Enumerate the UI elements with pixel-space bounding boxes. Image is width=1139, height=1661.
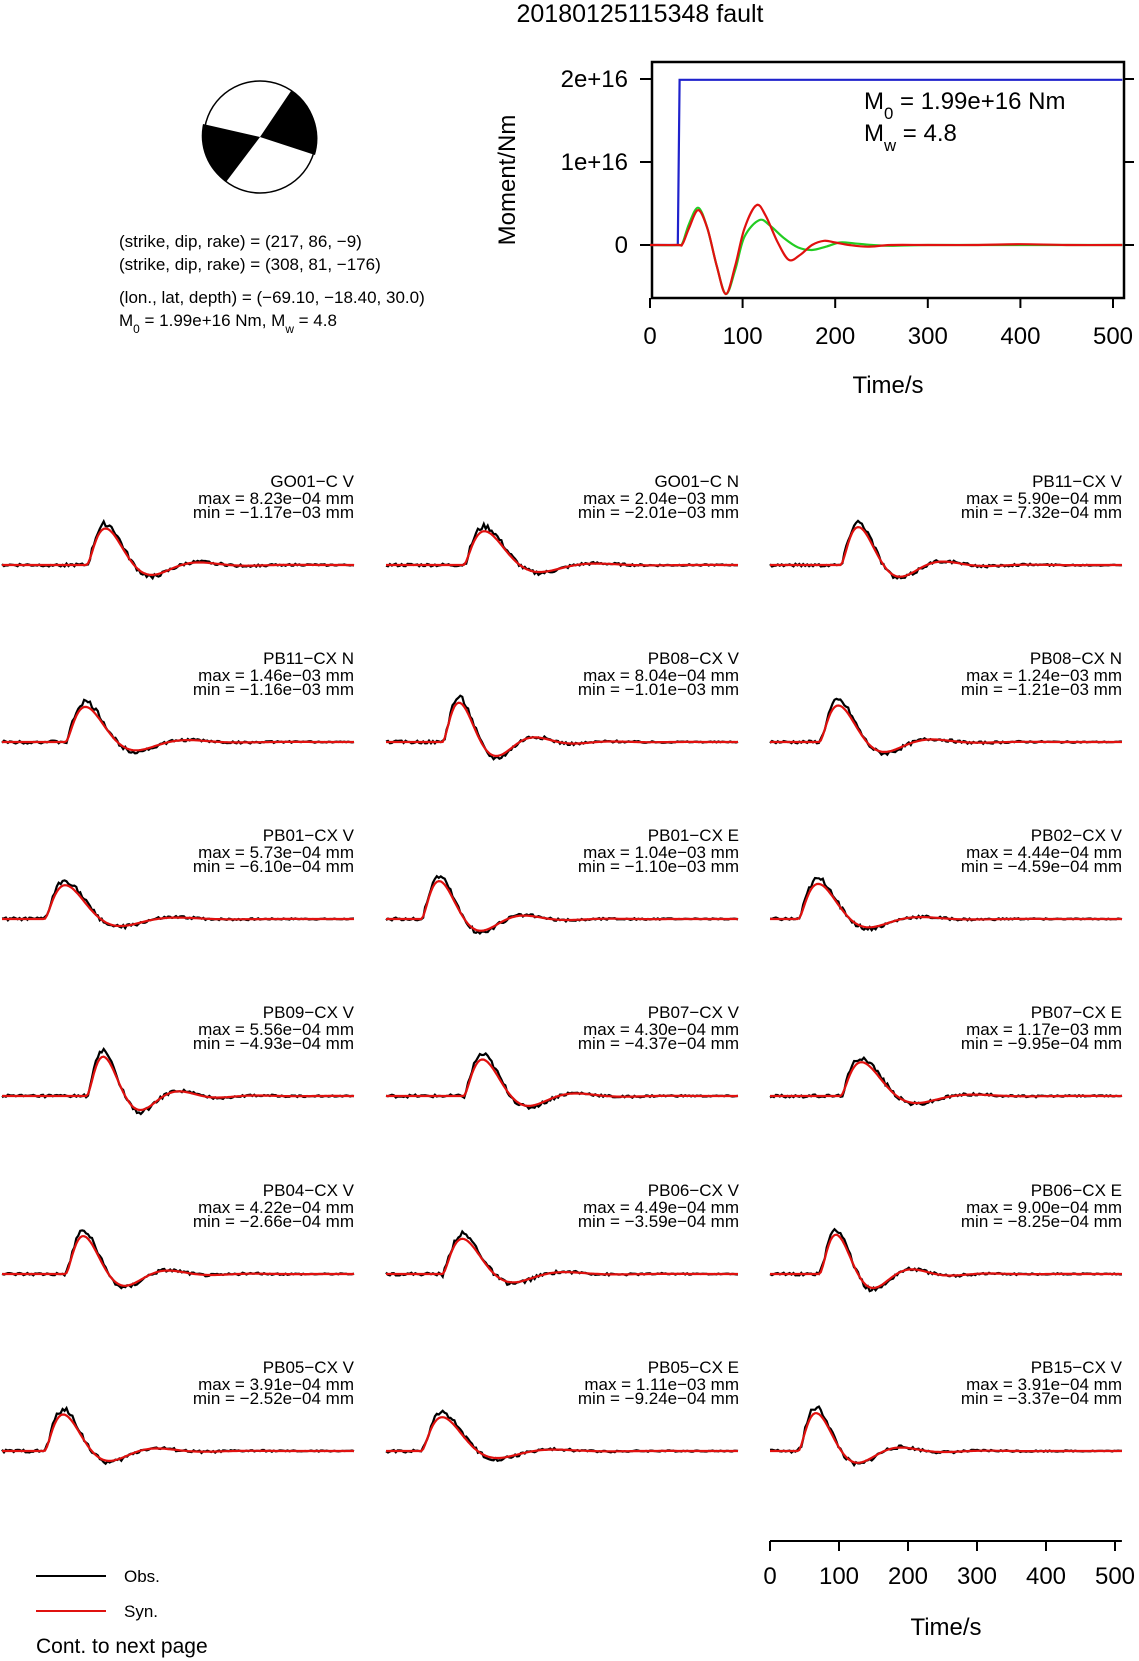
moment-m0-annotation: $M_0 = 1.99e+16$ Nm bbox=[864, 88, 1066, 123]
waveform-cell bbox=[770, 1181, 1122, 1291]
max-amplitude: max = 5.90e−04 mm bbox=[966, 489, 1122, 508]
bottom-xtick-label: 200 bbox=[887, 1563, 929, 1590]
max-amplitude: max = 1.46e−03 mm bbox=[198, 666, 354, 685]
station-label: PB06−CX E bbox=[1030, 1181, 1122, 1200]
moment-ytick-label: 1e+16 bbox=[560, 149, 628, 176]
moment-xtick-label: 400 bbox=[1000, 323, 1041, 350]
moment-panel bbox=[494, 62, 1134, 399]
waveform-cell bbox=[2, 1358, 355, 1464]
moment-xtick-label: 0 bbox=[643, 323, 657, 350]
station-label: PB07−CX E bbox=[1030, 1003, 1122, 1022]
max-amplitude: max = 1.24e−03 mm bbox=[966, 666, 1122, 685]
moment-rate-line-red bbox=[650, 205, 1122, 294]
min-amplitude: min = −1.01e−03 mm bbox=[577, 680, 739, 699]
max-amplitude: max = 4.49e−04 mm bbox=[583, 1198, 739, 1217]
synthetic-trace bbox=[770, 706, 1122, 752]
observed-trace bbox=[770, 1407, 1122, 1466]
waveform-cell bbox=[2, 826, 355, 928]
max-amplitude: max = 4.22e−04 mm bbox=[198, 1198, 354, 1217]
moment-xtick-label: 300 bbox=[907, 323, 948, 350]
moment-x-ticks bbox=[643, 298, 1133, 350]
observed-trace bbox=[770, 1229, 1122, 1291]
max-amplitude: max = 3.91e−04 mm bbox=[198, 1375, 354, 1394]
station-label: PB05−CX E bbox=[647, 1358, 739, 1377]
synthetic-trace bbox=[386, 531, 738, 572]
station-label: GO01−C N bbox=[654, 472, 739, 491]
station-label: PB11−CX V bbox=[1032, 472, 1122, 491]
waveform-cell bbox=[386, 649, 740, 759]
waveform-cell bbox=[770, 649, 1122, 755]
mechanism-moment: $M_0 = 1.99e+16$ Nm, $M_w = 4.8$ bbox=[119, 311, 337, 336]
waveform-cell bbox=[386, 1358, 739, 1461]
observed-trace bbox=[386, 1054, 738, 1109]
waveform-cell bbox=[2, 1181, 355, 1288]
waveform-cell bbox=[386, 472, 739, 575]
bottom-xtick-label: 300 bbox=[956, 1563, 998, 1590]
min-amplitude: min = −9.95e−04 mm bbox=[960, 1034, 1122, 1053]
station-label: PB02−CX V bbox=[1030, 826, 1122, 845]
max-amplitude: max = 5.56e−04 mm bbox=[198, 1020, 354, 1039]
station-label: PB15−CX V bbox=[1030, 1358, 1122, 1377]
synthetic-trace bbox=[770, 527, 1122, 577]
synthetic-trace bbox=[770, 1062, 1122, 1103]
min-amplitude: min = −1.16e−03 mm bbox=[192, 680, 354, 699]
moment-ytick-label: 2e+16 bbox=[560, 66, 628, 93]
figure-title: 20180125115348 fault bbox=[516, 0, 764, 28]
bottom-xtick-label: 400 bbox=[1025, 1563, 1067, 1590]
waveform-cell bbox=[2, 1003, 355, 1114]
min-amplitude: min = −4.59e−04 mm bbox=[960, 857, 1122, 876]
moment-xtick-label: 200 bbox=[815, 323, 856, 350]
min-amplitude: min = −3.37e−04 mm bbox=[960, 1389, 1122, 1408]
mechanism-plane2: (strike, dip, rake) = (308, 81, −176) bbox=[119, 255, 381, 274]
max-amplitude: max = 2.04e−03 mm bbox=[583, 489, 739, 508]
max-amplitude: max = 1.04e−03 mm bbox=[583, 843, 739, 862]
observed-trace bbox=[2, 700, 354, 753]
waveform-cell bbox=[770, 826, 1123, 930]
min-amplitude: min = −3.59e−04 mm bbox=[577, 1212, 739, 1231]
min-amplitude: min = −6.10e−04 mm bbox=[192, 857, 354, 876]
waveform-cell bbox=[386, 1181, 740, 1285]
station-label: PB09−CX V bbox=[262, 1003, 354, 1022]
waveform-grid bbox=[2, 472, 1123, 1465]
observed-trace bbox=[386, 1232, 738, 1285]
footer-note: Cont. to next page bbox=[36, 1635, 208, 1658]
min-amplitude: min = −1.10e−03 mm bbox=[577, 857, 739, 876]
min-amplitude: min = −4.37e−04 mm bbox=[577, 1034, 739, 1053]
bottom-time-axis bbox=[763, 1541, 1135, 1590]
min-amplitude: min = −8.25e−04 mm bbox=[960, 1212, 1122, 1231]
moment-mw-annotation: $M_w = 4.8$ bbox=[864, 120, 957, 155]
moment-xtick-label: 100 bbox=[722, 323, 763, 350]
observed-trace bbox=[386, 876, 738, 933]
moment-xtick-label: 500 bbox=[1092, 323, 1134, 350]
bottom-xtick-label: 500 bbox=[1094, 1563, 1136, 1590]
observed-trace bbox=[2, 1230, 354, 1288]
synthetic-trace bbox=[770, 884, 1122, 927]
mechanism-location: (lon., lat, depth) = (−69.10, −18.40, 30.0) bbox=[119, 288, 425, 307]
max-amplitude: max = 8.04e−04 mm bbox=[583, 666, 739, 685]
max-amplitude: max = 4.44e−04 mm bbox=[966, 843, 1122, 862]
synthetic-trace bbox=[2, 1236, 354, 1286]
observed-trace bbox=[2, 521, 354, 578]
synthetic-trace bbox=[2, 1057, 354, 1110]
synthetic-trace bbox=[2, 707, 354, 750]
legend-syn-label: Syn. bbox=[124, 1602, 159, 1621]
min-amplitude: min = −2.52e−04 mm bbox=[192, 1389, 354, 1408]
max-amplitude: max = 8.23e−04 mm bbox=[198, 489, 354, 508]
station-label: PB07−CX V bbox=[647, 1003, 739, 1022]
station-label: PB01−CX E bbox=[647, 826, 739, 845]
min-amplitude: min = −7.32e−04 mm bbox=[960, 503, 1122, 522]
observed-trace bbox=[2, 1408, 354, 1464]
observed-trace bbox=[2, 1049, 354, 1114]
station-label: PB08−CX V bbox=[647, 649, 739, 668]
observed-trace bbox=[770, 699, 1122, 755]
station-label: PB08−CX N bbox=[1029, 649, 1122, 668]
min-amplitude: min = −2.01e−03 mm bbox=[577, 503, 739, 522]
waveform-cell bbox=[386, 1003, 740, 1109]
station-label: GO01−C V bbox=[270, 472, 354, 491]
min-amplitude: min = −9.24e−04 mm bbox=[577, 1389, 739, 1408]
min-amplitude: min = −2.66e−04 mm bbox=[192, 1212, 354, 1231]
synthetic-trace bbox=[386, 703, 738, 756]
max-amplitude: max = 9.00e−04 mm bbox=[966, 1198, 1122, 1217]
moment-ylabel: Moment/Nm bbox=[494, 114, 521, 246]
station-label: PB01−CX V bbox=[262, 826, 354, 845]
min-amplitude: min = −1.17e−03 mm bbox=[192, 503, 354, 522]
synthetic-trace bbox=[2, 1415, 354, 1461]
synthetic-trace bbox=[770, 1413, 1122, 1463]
station-label: PB11−CX N bbox=[263, 649, 354, 668]
mechanism-plane1: (strike, dip, rake) = (217, 86, −9) bbox=[119, 232, 362, 251]
waveform-cell bbox=[2, 472, 355, 578]
waveform-cell bbox=[386, 826, 739, 934]
synthetic-trace bbox=[2, 529, 354, 575]
bottom-xtick-label: 0 bbox=[763, 1563, 777, 1590]
observed-trace bbox=[386, 696, 738, 760]
max-amplitude: max = 5.73e−04 mm bbox=[198, 843, 354, 862]
max-amplitude: max = 1.11e−03 mm bbox=[584, 1375, 739, 1394]
bottom-xlabel: Time/s bbox=[910, 1614, 982, 1641]
waveform-cell bbox=[770, 1358, 1123, 1465]
bottom-xtick-label: 100 bbox=[818, 1563, 860, 1590]
synthetic-trace bbox=[386, 1060, 738, 1106]
observed-trace bbox=[770, 521, 1122, 579]
observed-trace bbox=[2, 880, 354, 928]
max-amplitude: max = 4.30e−04 mm bbox=[583, 1020, 739, 1039]
synthetic-trace bbox=[386, 881, 738, 931]
station-label: PB05−CX V bbox=[262, 1358, 354, 1377]
max-amplitude: max = 1.17e−03 mm bbox=[966, 1020, 1122, 1039]
waveform-cell bbox=[2, 649, 354, 753]
station-label: PB06−CX V bbox=[647, 1181, 739, 1200]
legend bbox=[36, 1567, 208, 1658]
min-amplitude: min = −4.93e−04 mm bbox=[192, 1034, 354, 1053]
synthetic-trace bbox=[386, 1417, 738, 1458]
max-amplitude: max = 3.91e−04 mm bbox=[966, 1375, 1122, 1394]
waveform-cell bbox=[770, 472, 1123, 578]
station-label: PB04−CX V bbox=[262, 1181, 354, 1200]
min-amplitude: min = −1.21e−03 mm bbox=[960, 680, 1122, 699]
beachball-icon bbox=[202, 81, 318, 193]
legend-obs-label: Obs. bbox=[124, 1567, 160, 1586]
moment-ytick-label: 0 bbox=[614, 232, 628, 259]
moment-xlabel: Time/s bbox=[852, 372, 924, 399]
waveform-cell bbox=[770, 1003, 1122, 1105]
